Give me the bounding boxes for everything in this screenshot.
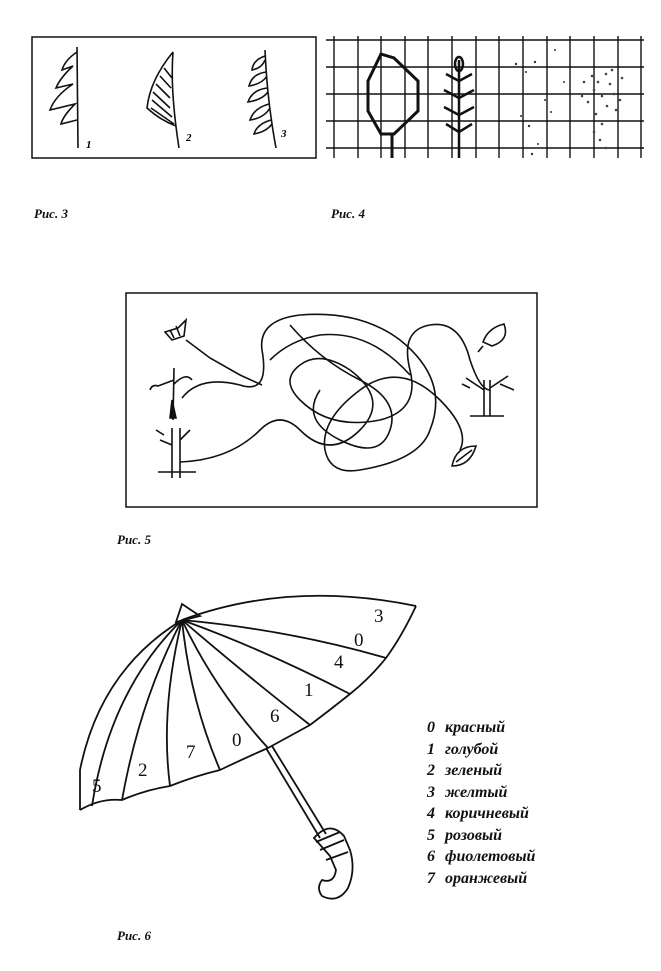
legend-row	[427, 739, 535, 761]
fig4-caption: Рис. 4	[331, 206, 365, 221]
fig3-half-leaf-1	[50, 47, 78, 148]
segment-number-6: 1	[304, 680, 314, 701]
legend-color: желтый	[445, 783, 508, 801]
legend-number: 4	[427, 805, 435, 822]
legend-color: фиолетовый	[445, 848, 536, 865]
fig5-caption: Рис. 5	[117, 532, 151, 547]
legend-number: 3	[427, 783, 435, 801]
fig3-half-leaf-3	[248, 50, 276, 148]
legend-row	[427, 846, 535, 868]
legend-color: оранжевый	[445, 869, 528, 887]
segment-number-2: 2	[138, 760, 148, 781]
legend-row	[427, 868, 535, 890]
legend-row	[427, 825, 535, 847]
legend-color: голубой	[445, 740, 499, 758]
fig6-caption: Рис. 6	[117, 928, 151, 943]
fig3-caption: Рис. 3	[34, 206, 68, 221]
legend-color: розовый	[445, 826, 502, 844]
segment-number-8: 0	[354, 630, 364, 651]
segment-number-9: 3	[374, 606, 384, 627]
legend-row	[427, 717, 535, 739]
legend-number: 1	[427, 740, 435, 758]
fig4-shaded-pattern	[581, 69, 624, 150]
fig4-hex-leaf	[368, 54, 418, 158]
fig3-label-1: 1	[86, 139, 92, 151]
legend-number: 6	[427, 848, 435, 865]
legend-row	[427, 760, 535, 782]
fig5-maze-drawing	[0, 280, 661, 520]
fig4-dot-pattern	[511, 49, 565, 155]
fig5-left-figures	[150, 320, 196, 478]
segment-number-1: 5	[92, 776, 102, 797]
fig4-branch-leaf	[444, 57, 474, 158]
fig4-grid-drawing	[326, 36, 644, 162]
legend-number: 5	[427, 826, 435, 844]
segment-number-7: 4	[334, 652, 344, 673]
fig5-tangled-lines	[180, 314, 490, 471]
legend-color: красный	[445, 719, 506, 736]
legend-row	[427, 803, 535, 825]
legend-number: 7	[427, 869, 435, 887]
fig3-label-2: 2	[186, 132, 192, 144]
legend-number: 0	[427, 719, 435, 736]
legend-number: 2	[427, 762, 435, 779]
fig6-umbrella-drawing	[0, 570, 420, 910]
legend-row	[427, 782, 535, 804]
segment-number-3: 7	[186, 742, 196, 763]
segment-number-4: 0	[232, 730, 242, 751]
segment-number-5: 6	[270, 706, 280, 727]
legend-color: коричневый	[445, 805, 529, 822]
fig3-label-3: 3	[281, 128, 287, 140]
legend-color: зеленый	[445, 762, 503, 779]
fig3-half-leaf-2	[147, 52, 179, 148]
color-legend	[427, 717, 535, 889]
